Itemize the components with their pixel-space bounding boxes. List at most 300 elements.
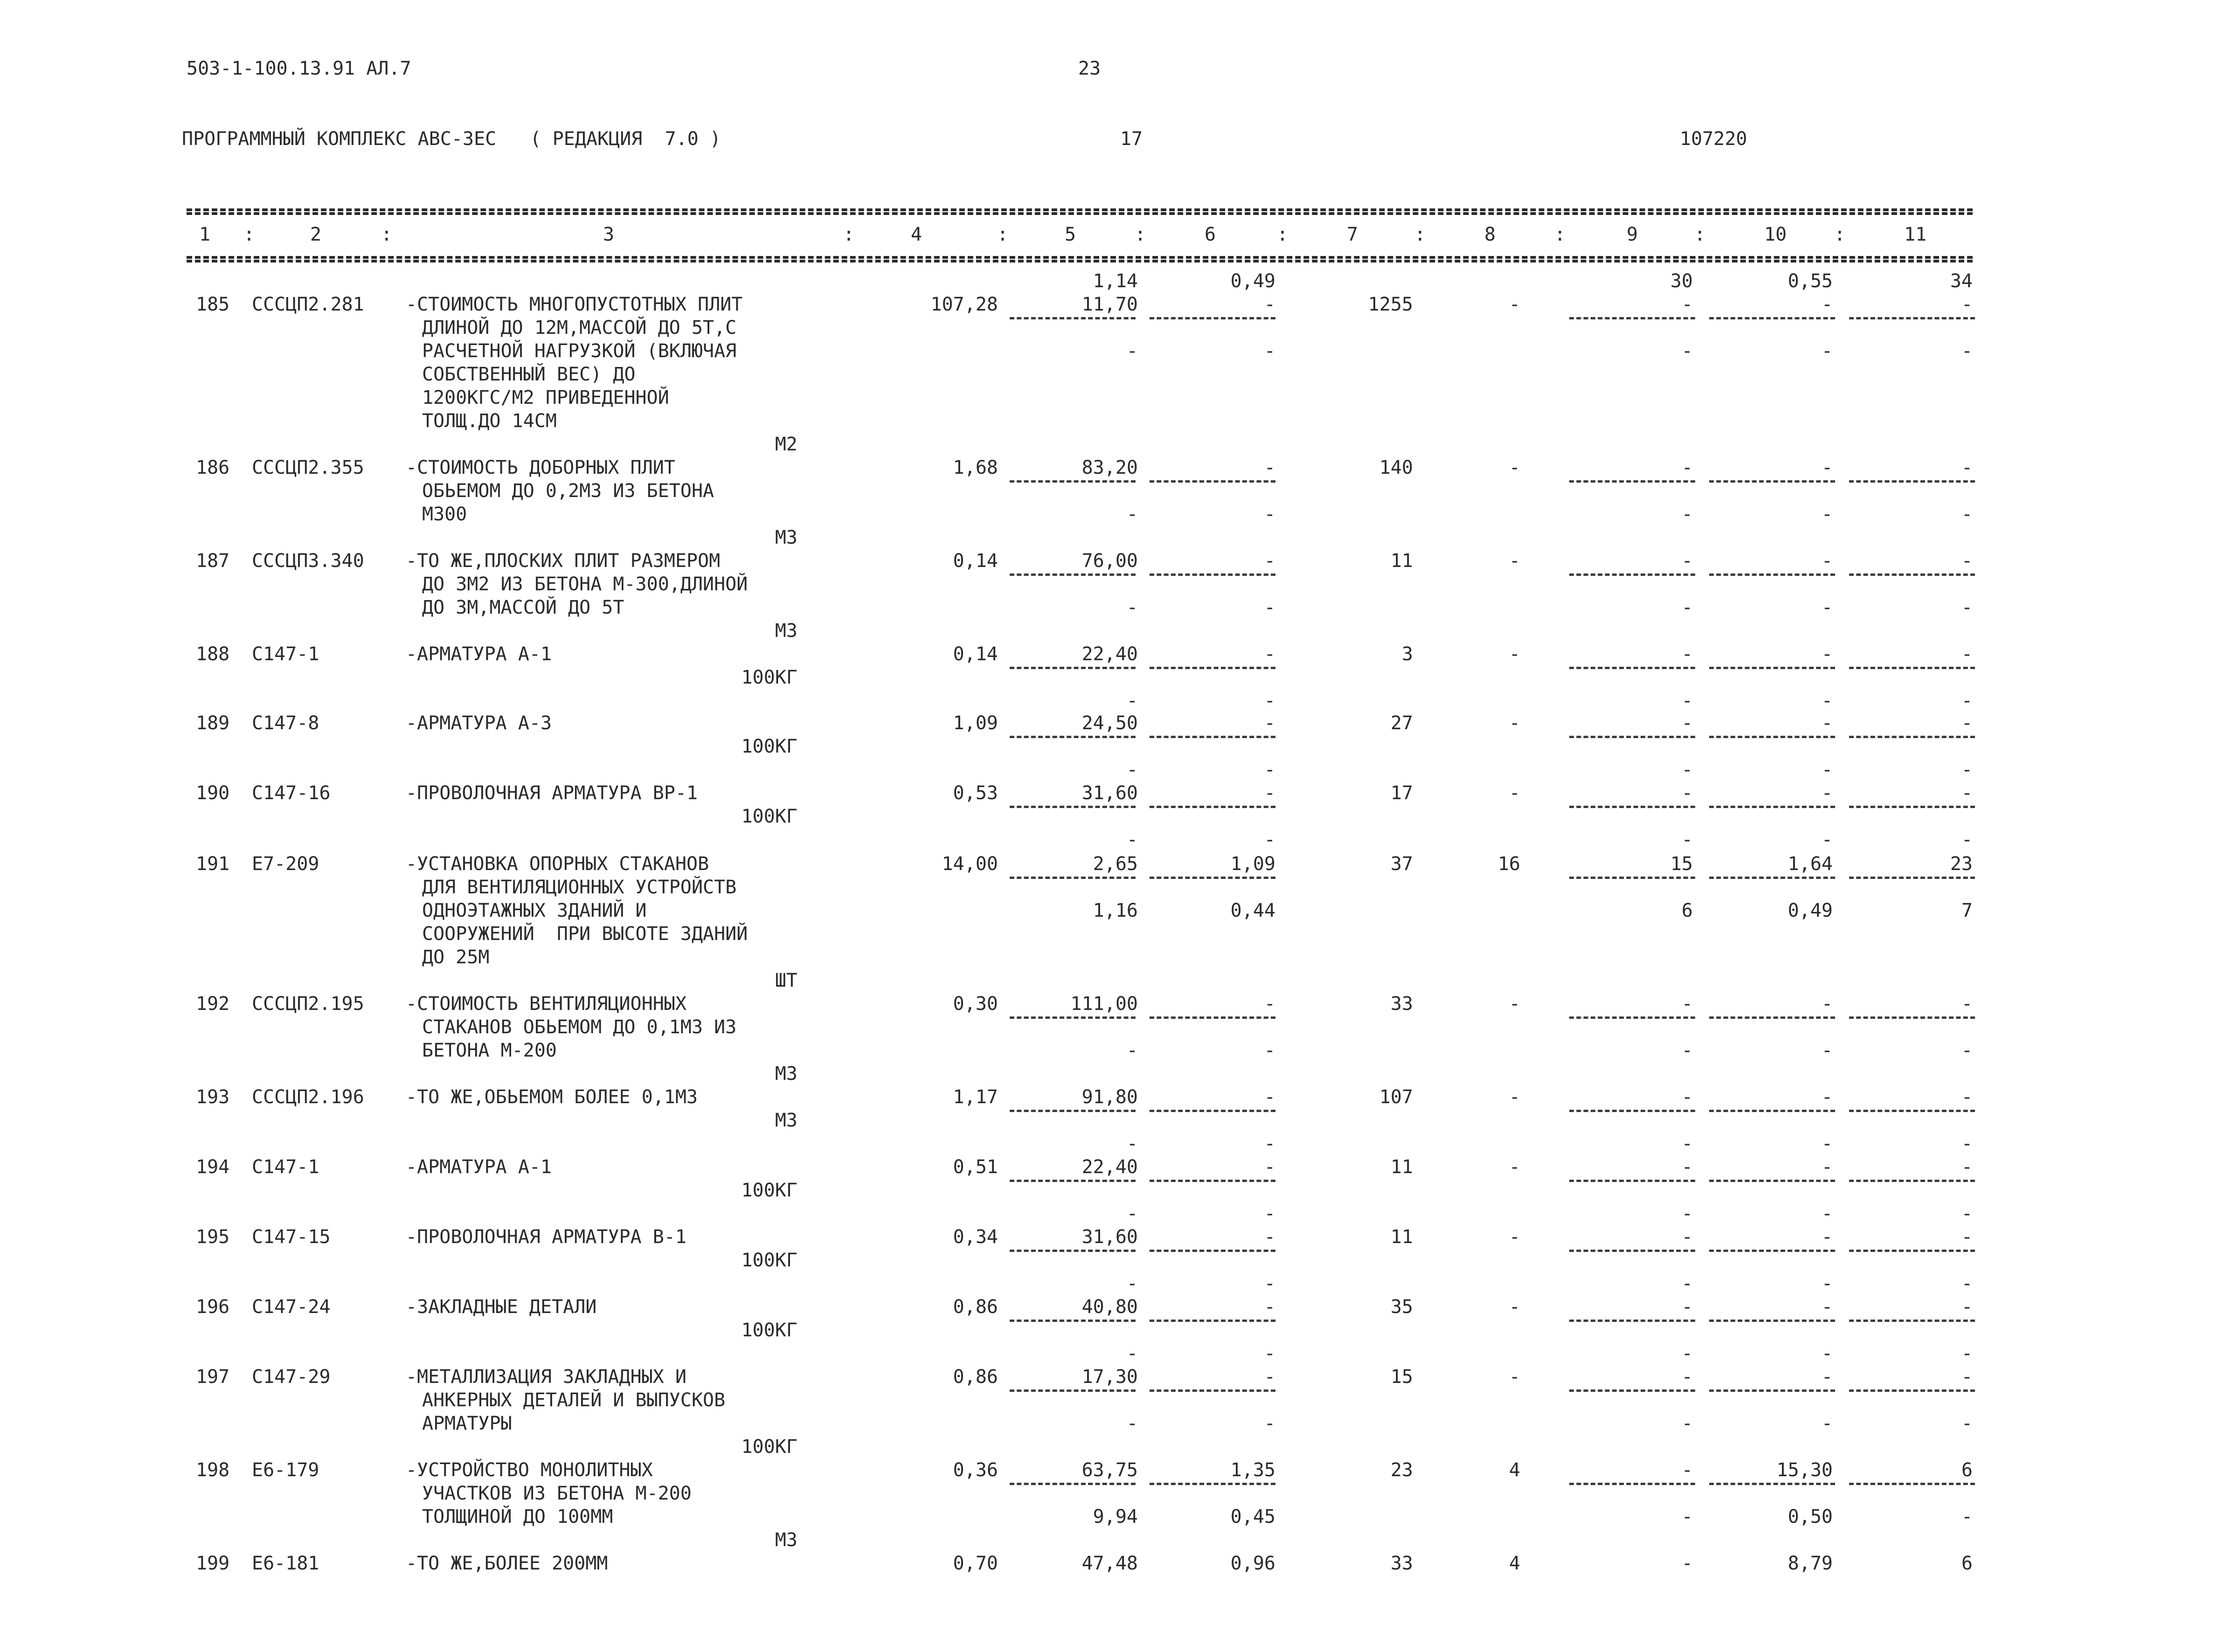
row-description: ОБЬЕМОМ ДО 0,2М3 ИЗ БЕТОНА [422,480,714,502]
subtotal-rule [1709,877,1835,879]
row-col-4: 0,51 [953,1156,998,1178]
subtotal-rule [1709,574,1835,576]
row-col-11-sub: - [1961,690,1973,712]
row-col-11-sub: - [1961,1203,1973,1224]
row-col-5-sub: - [1126,1343,1138,1364]
subtotal-rule [1849,480,1975,483]
row-col-11: - [1961,550,1973,572]
row-col-4: 0,86 [953,1366,998,1388]
row-col-9-sub: - [1681,504,1693,525]
subtotal-rule [1849,1250,1975,1252]
col-3-header: 3 [603,224,615,245]
row-col-4: 0,86 [953,1296,998,1318]
row-col-5: 83,20 [1081,457,1138,478]
row-col-11-sub: - [1961,829,1973,850]
document-code: 503-1-100.13.91 АЛ.7 [187,58,411,79]
col-7-header: 7 [1347,224,1358,245]
row-number: 187 [196,550,230,572]
row-col-10: - [1821,1296,1833,1318]
row-col-9-sub: - [1681,340,1693,362]
row-col-11: 6 [1961,1459,1973,1481]
row-col-11: - [1961,782,1973,804]
row-col-11-sub: 7 [1961,900,1973,921]
row-col-7: 33 [1390,993,1413,1015]
row-col-5: 22,40 [1081,643,1138,665]
row-col-8: - [1509,643,1520,665]
row-col-4: 0,34 [953,1226,998,1248]
row-code: С147-8 [252,712,319,734]
row-col-7: 1255 [1368,294,1413,315]
col-10-header: 10 [1764,224,1787,245]
row-col-6: - [1264,1366,1275,1388]
row-col-10-sub: - [1821,1040,1833,1061]
subtotal-rule [1849,1483,1975,1485]
row-col-8: - [1509,457,1520,478]
row-col-7: 33 [1390,1553,1413,1574]
row-col-10: - [1821,1366,1833,1388]
program-title: ПРОГРАММНЫЙ КОМПЛЕКС АВС-3ЕС ( РЕДАКЦИЯ 7.0 ) [182,128,721,150]
col-separator: : [1554,224,1566,245]
row-col-9-sub: - [1681,1506,1693,1528]
subtotal-rule [1569,806,1695,808]
row-unit: М3 [775,1110,797,1131]
row-code: СССЦП2.355 [252,457,364,478]
row-col-11-sub: - [1961,1040,1973,1061]
row-col-6-sub: 0,45 [1230,1506,1275,1528]
subtotal-rule [1569,574,1695,576]
row-col-8: - [1509,1366,1520,1388]
row-number: 196 [196,1296,230,1318]
col-separator: : [843,224,855,245]
col-separator: : [1135,224,1146,245]
row-col-11-sub: - [1961,597,1973,618]
row-description: ДО 25М [422,947,490,968]
row-description: -ЗАКЛАДНЫЕ ДЕТАЛИ [406,1296,597,1318]
subtotal-rule [1569,1483,1695,1485]
subtotal-rule [1849,317,1975,319]
subtotal-rule [1709,1320,1835,1322]
row-col-9: - [1681,643,1693,665]
row-col-4: 0,14 [953,643,998,665]
row-number: 186 [196,457,230,478]
row-description: -УСТАНОВКА ОПОРНЫХ СТАКАНОВ [406,853,709,875]
page-number: 23 [1078,58,1101,79]
row-col-11-sub: - [1961,759,1973,781]
row-col-8: - [1509,712,1520,734]
row-unit: 100КГ [741,1250,797,1271]
row-col-5-sub: - [1126,340,1138,362]
row-col-8: - [1509,294,1520,315]
row-code: Е7-209 [252,853,319,875]
row-number: 194 [196,1156,230,1178]
subtotal-rule [1709,1180,1835,1182]
row-col-9: - [1681,993,1693,1015]
row-col-8: - [1509,993,1520,1015]
subtotal-rule [1709,480,1835,483]
subtotal-rule [1150,574,1275,576]
row-col-10-sub: - [1821,1133,1833,1154]
row-description: -ПРОВОЛОЧНАЯ АРМАТУРА ВР-1 [406,782,698,804]
row-description: -ТО ЖЕ,ПЛОСКИХ ПЛИТ РАЗМЕРОМ [406,550,721,572]
header-bottom-rule [187,256,1973,259]
row-col-9-sub: - [1681,597,1693,618]
subtotal-rule [1569,1250,1695,1252]
row-col-5-sub: - [1126,690,1138,712]
subtotal-rule [1709,1483,1835,1485]
carry-col-10: 0,55 [1788,270,1833,292]
row-code: С147-15 [252,1226,331,1248]
row-col-5: 22,40 [1081,1156,1138,1178]
row-col-8: - [1509,1226,1520,1248]
subtotal-rule [1010,1016,1136,1019]
row-col-11: 6 [1961,1553,1973,1574]
subtotal-rule [1849,877,1975,879]
sheet-number: 17 [1120,128,1143,150]
row-col-6: - [1264,1086,1275,1108]
row-description: АНКЕРНЫХ ДЕТАЛЕЙ И ВЫПУСКОВ [422,1389,726,1411]
row-code: Е6-179 [252,1459,319,1481]
carry-col-6: 0,49 [1230,270,1275,292]
col-2-header: 2 [310,224,322,245]
row-description: -АРМАТУРА А-1 [406,1156,552,1178]
row-col-6-sub: - [1264,1413,1275,1434]
row-col-10-sub: - [1821,829,1833,850]
row-col-4: 1,68 [953,457,998,478]
row-code: С147-1 [252,1156,319,1178]
row-unit: М3 [775,527,797,548]
subtotal-rule [1010,480,1136,483]
row-col-8: - [1509,1296,1520,1318]
subtotal-rule [1709,667,1835,669]
row-unit: М3 [775,1063,797,1085]
row-col-6: - [1264,457,1275,478]
subtotal-rule [1150,1250,1275,1252]
row-col-5: 11,70 [1081,294,1138,315]
row-col-9: - [1681,1226,1693,1248]
document-number: 107220 [1680,128,1747,150]
row-col-6-sub: - [1264,829,1275,850]
row-description: -УСТРОЙСТВО МОНОЛИТНЫХ [406,1459,653,1481]
row-col-10: 8,79 [1788,1553,1833,1574]
carry-col-5: 1,14 [1093,270,1138,292]
row-col-9-sub: - [1681,690,1693,712]
row-col-11-sub: - [1961,1343,1973,1364]
row-col-5-sub: - [1126,1413,1138,1434]
subtotal-rule [1709,1016,1835,1019]
row-col-5-sub: - [1126,1040,1138,1061]
row-col-6-sub: - [1264,1040,1275,1061]
row-col-5-sub: 9,94 [1093,1506,1138,1528]
row-code: Е6-181 [252,1553,319,1574]
row-col-8: - [1509,1156,1520,1178]
row-description: ДО 3М2 ИЗ БЕТОНА М-300,ДЛИНОЙ [422,574,748,595]
row-col-4: 14,00 [942,853,998,875]
subtotal-rule [1849,1389,1975,1392]
row-col-11-sub: - [1961,1413,1973,1434]
subtotal-rule [1569,736,1695,738]
row-col-5: 47,48 [1081,1553,1138,1574]
row-col-11: - [1961,712,1973,734]
row-col-7: 17 [1390,782,1413,804]
row-col-11: - [1961,1156,1973,1178]
row-number: 198 [196,1459,230,1481]
subtotal-rule [1010,736,1136,738]
col-9-header: 9 [1627,224,1638,245]
row-col-5: 31,60 [1081,782,1138,804]
col-11-header: 11 [1904,224,1927,245]
row-description: ОДНОЭТАЖНЫХ ЗДАНИЙ И [422,900,647,921]
row-col-5: 91,80 [1081,1086,1138,1108]
subtotal-rule [1010,1250,1136,1252]
subtotal-rule [1569,480,1695,483]
header-top-rule-2 [187,212,1973,215]
row-col-11-sub: - [1961,1506,1973,1528]
row-col-4: 0,30 [953,993,998,1015]
subtotal-rule [1849,667,1975,669]
row-col-6: - [1264,993,1275,1015]
col-separator: : [1694,224,1706,245]
row-col-6-sub: - [1264,759,1275,781]
row-col-5-sub: - [1126,1203,1138,1224]
subtotal-rule [1010,877,1136,879]
row-col-6-sub: 0,44 [1230,900,1275,921]
row-col-11: - [1961,993,1973,1015]
subtotal-rule [1849,806,1975,808]
row-number: 185 [196,294,230,315]
row-col-7: 35 [1390,1296,1413,1318]
subtotal-rule [1569,667,1695,669]
row-col-7: 11 [1390,1156,1413,1178]
row-code: С147-29 [252,1366,331,1388]
subtotal-rule [1849,1180,1975,1182]
subtotal-rule [1849,1016,1975,1019]
row-col-5: 63,75 [1081,1459,1138,1481]
row-col-10-sub: - [1821,597,1833,618]
row-col-7: 3 [1401,643,1413,665]
row-col-5: 31,60 [1081,1226,1138,1248]
row-col-5: 76,00 [1081,550,1138,572]
row-number: 195 [196,1226,230,1248]
row-col-11-sub: - [1961,1133,1973,1154]
row-col-7: 15 [1390,1366,1413,1388]
row-description: ТОЛЩ.ДО 14СМ [422,410,557,432]
row-description: СТАКАНОВ ОБЬЕМОМ ДО 0,1М3 ИЗ [422,1016,737,1038]
row-unit: ШТ [775,970,797,991]
row-col-9: 15 [1670,853,1693,875]
subtotal-rule [1569,1389,1695,1392]
col-separator: : [243,224,255,245]
subtotal-rule [1010,1110,1136,1112]
row-col-6: - [1264,643,1275,665]
row-description: АРМАТУРЫ [422,1413,512,1434]
row-col-10-sub: - [1821,1413,1833,1434]
row-col-5-sub: 1,16 [1093,900,1138,921]
row-col-10-sub: 0,49 [1788,900,1833,921]
row-col-9-sub: - [1681,1203,1693,1224]
row-col-7: 107 [1379,1086,1413,1108]
row-col-8: - [1509,550,1520,572]
row-col-10-sub: - [1821,1343,1833,1364]
row-unit: 100КГ [741,736,797,757]
col-1-header: 1 [199,224,211,245]
row-unit: М2 [775,434,797,455]
row-col-6: - [1264,1296,1275,1318]
col-separator: : [1277,224,1289,245]
row-col-6: - [1264,294,1275,315]
row-col-6-sub: - [1264,504,1275,525]
row-col-11-sub: - [1961,504,1973,525]
row-code: СССЦП2.281 [252,294,364,315]
row-code: С147-24 [252,1296,331,1318]
row-col-6: - [1264,1226,1275,1248]
row-code: С147-16 [252,782,331,804]
row-col-10-sub: - [1821,690,1833,712]
row-col-9-sub: 6 [1681,900,1693,921]
row-description: БЕТОНА М-200 [422,1040,557,1061]
row-col-10-sub: - [1821,1273,1833,1294]
row-col-10: - [1821,712,1833,734]
row-code: С147-1 [252,643,319,665]
row-description: -АРМАТУРА А-1 [406,643,552,665]
subtotal-rule [1709,1389,1835,1392]
row-col-10: - [1821,643,1833,665]
row-number: 192 [196,993,230,1015]
row-col-5: 24,50 [1081,712,1138,734]
header-top-rule [187,208,1973,211]
row-col-5-sub: - [1126,759,1138,781]
row-description: М300 [422,504,467,525]
row-col-10: 1,64 [1788,853,1833,875]
row-col-8: 16 [1497,853,1520,875]
row-description: -ТО ЖЕ,БОЛЕЕ 200ММ [406,1553,608,1574]
carry-col-11: 34 [1950,270,1973,292]
row-unit: 100КГ [741,667,797,688]
subtotal-rule [1150,480,1275,483]
subtotal-rule [1849,1320,1975,1322]
row-col-10: - [1821,1226,1833,1248]
row-col-5-sub: - [1126,829,1138,850]
subtotal-rule [1010,806,1136,808]
subtotal-rule [1569,1320,1695,1322]
carry-col-9: 30 [1670,270,1693,292]
row-col-9: - [1681,457,1693,478]
row-unit: 100КГ [741,806,797,827]
row-description: ДО 3М,МАССОЙ ДО 5Т [422,597,624,618]
col-5-header: 5 [1065,224,1076,245]
row-col-9: - [1681,1156,1693,1178]
row-col-5: 17,30 [1081,1366,1138,1388]
row-col-10-sub: 0,50 [1788,1506,1833,1528]
subtotal-rule [1150,736,1275,738]
row-col-10: - [1821,993,1833,1015]
row-unit: 100КГ [741,1320,797,1341]
row-col-9: - [1681,1366,1693,1388]
row-col-11: - [1961,294,1973,315]
row-col-6-sub: - [1264,1133,1275,1154]
subtotal-rule [1010,317,1136,319]
subtotal-rule [1569,1016,1695,1019]
row-col-10-sub: - [1821,504,1833,525]
row-description: -ТО ЖЕ,ОБЬЕМОМ БОЛЕЕ 0,1М3 [406,1086,698,1108]
row-description: ДЛИНОЙ ДО 12М,МАССОЙ ДО 5Т,С [422,317,737,339]
subtotal-rule [1150,1180,1275,1182]
row-col-9-sub: - [1681,1413,1693,1434]
row-col-11: - [1961,1086,1973,1108]
row-description: -АРМАТУРА А-3 [406,712,552,734]
row-col-9-sub: - [1681,1273,1693,1294]
subtotal-rule [1709,806,1835,808]
subtotal-rule [1150,317,1275,319]
row-col-11: - [1961,457,1973,478]
subtotal-rule [1569,877,1695,879]
col-separator: : [381,224,393,245]
row-unit: М3 [775,1529,797,1551]
row-col-10-sub: - [1821,1203,1833,1224]
subtotal-rule [1150,1483,1275,1485]
subtotal-rule [1569,1110,1695,1112]
row-col-11: 23 [1950,853,1973,875]
row-col-4: 1,09 [953,712,998,734]
row-col-11: - [1961,1366,1973,1388]
row-col-6-sub: - [1264,597,1275,618]
row-col-10: - [1821,1156,1833,1178]
row-col-6-sub: - [1264,1273,1275,1294]
row-number: 188 [196,643,230,665]
row-col-4: 0,14 [953,550,998,572]
row-unit: 100КГ [741,1436,797,1458]
row-col-6: - [1264,782,1275,804]
row-unit: М3 [775,620,797,642]
row-description: ДЛЯ ВЕНТИЛЯЦИОННЫХ УСТРОЙСТВ [422,877,737,898]
row-col-4: 0,70 [953,1553,998,1574]
subtotal-rule [1849,1110,1975,1112]
row-col-5-sub: - [1126,504,1138,525]
row-description: -МЕТАЛЛИЗАЦИЯ ЗАКЛАДНЫХ И [406,1366,687,1388]
row-description: СОБСТВЕННЫЙ ВЕС) ДО [422,364,636,385]
subtotal-rule [1150,667,1275,669]
subtotal-rule [1150,1016,1275,1019]
col-8-header: 8 [1484,224,1496,245]
col-6-header: 6 [1205,224,1216,245]
row-description: 1200КГС/М2 ПРИВЕДЕННОЙ [422,387,669,408]
row-col-9-sub: - [1681,1040,1693,1061]
subtotal-rule [1709,736,1835,738]
row-col-9-sub: - [1681,1133,1693,1154]
row-col-10: 15,30 [1776,1459,1833,1481]
col-separator: : [997,224,1009,245]
subtotal-rule [1569,1180,1695,1182]
row-number: 193 [196,1086,230,1108]
row-col-7: 11 [1390,1226,1413,1248]
row-col-10: - [1821,550,1833,572]
row-col-9-sub: - [1681,829,1693,850]
row-col-6-sub: - [1264,690,1275,712]
subtotal-rule [1709,1110,1835,1112]
subtotal-rule [1010,1180,1136,1182]
row-col-6: 1,09 [1230,853,1275,875]
row-col-8: - [1509,1086,1520,1108]
header-bottom-rule-2 [187,260,1973,263]
row-col-7: 140 [1379,457,1413,478]
row-col-5: 111,00 [1070,993,1138,1015]
row-col-5-sub: - [1126,597,1138,618]
row-col-6-sub: - [1264,340,1275,362]
subtotal-rule [1150,1389,1275,1392]
row-col-5-sub: - [1126,1133,1138,1154]
row-description: -СТОИМОСТЬ ДОБОРНЫХ ПЛИТ [406,457,675,478]
row-col-11-sub: - [1961,340,1973,362]
col-4-header: 4 [911,224,922,245]
